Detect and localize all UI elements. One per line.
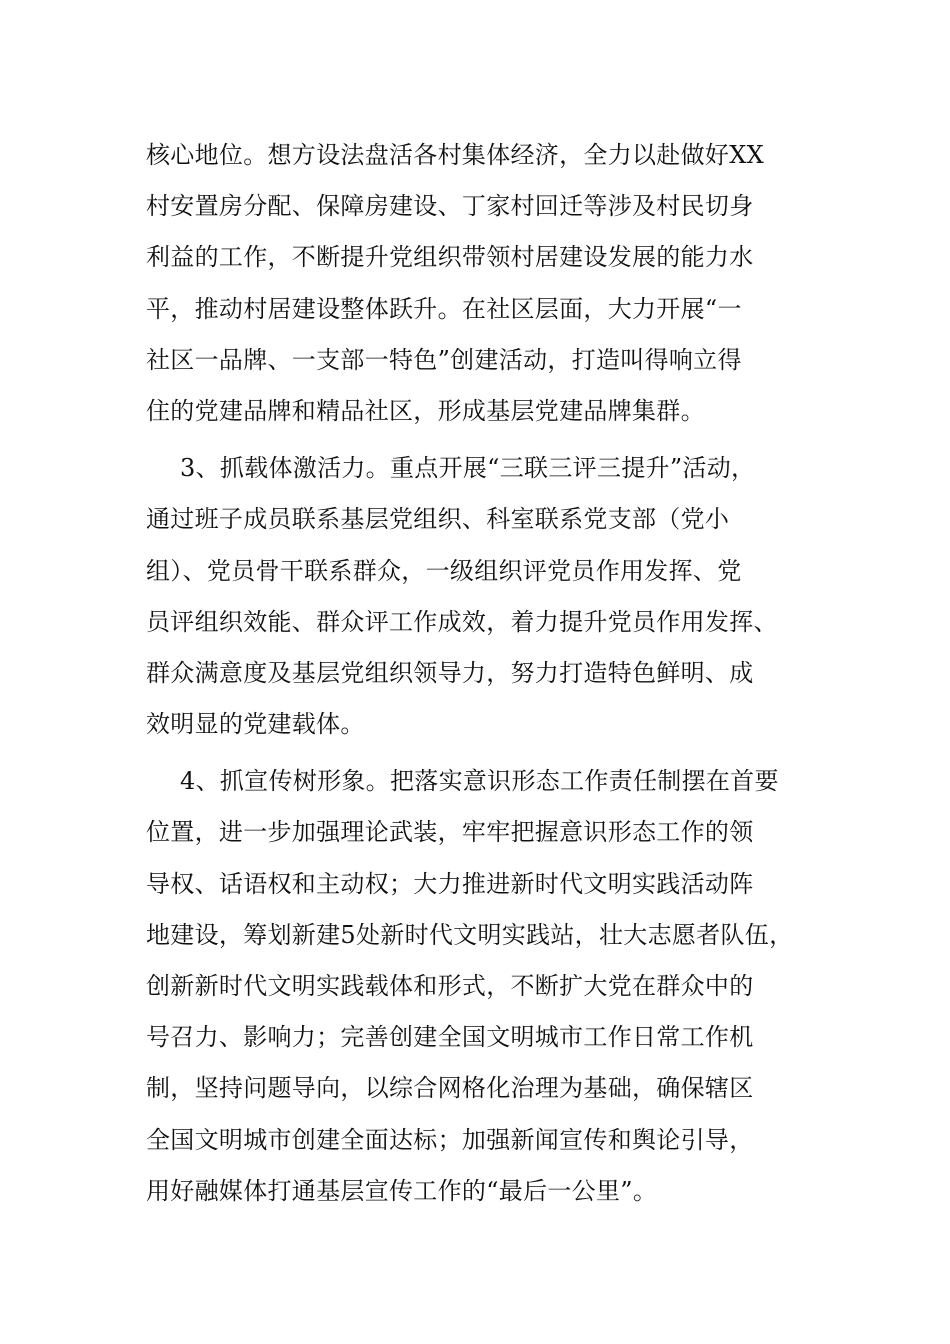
paragraph-item-4 — [146, 756, 826, 1217]
text-line: 全国文明城市创建全面达标；加强新闻宣传和舆论引导， — [146, 1125, 754, 1154]
text-line: 利益的工作，不断提升党组织带领村居建设发展的能力水 — [146, 243, 754, 272]
text-line: 核心地位。想方设法盘活各村集体经济，全力以赴做好XX — [146, 141, 764, 169]
text-line: 社区一品牌、一支部一特色”创建活动，打造叫得响立得 — [146, 345, 742, 374]
text-line: 创新新时代文明实践载体和形式，不断扩大党在群众中的 — [146, 972, 754, 1000]
text-line: 效明显的党建载体。 — [146, 710, 365, 739]
text-line: 平，推动村居建设整体跃升。在社区层面，大力开展“一 — [146, 294, 742, 323]
paragraph-item-3 — [146, 443, 826, 750]
text-line: 用好融媒体打通基层宣传工作的“最后一公里”。 — [146, 1176, 658, 1205]
text-line: 组）、党员骨干联系群众，一级组织评党员作用发挥、党 — [146, 556, 742, 585]
text-line: 住的党建品牌和精品社区，形成基层党建品牌集群。 — [146, 396, 705, 425]
text-line: 位置，进一步加强理论武装，牢牢把握意识形态工作的领 — [146, 818, 754, 847]
text-line: 员评组织效能、群众评工作成效，着力提升党员作用发挥、 — [146, 607, 778, 636]
text-line: 村安置房分配、保障房建设、丁家村回迁等涉及村民切身 — [146, 192, 754, 221]
text-line: 通过班子成员联系基层党组织、科室联系党支部（党小 — [146, 505, 730, 534]
text-line: 号召力、影响力；完善创建全国文明城市工作日常工作机 — [146, 1023, 754, 1052]
text-line: 地建设，筹划新建5处新时代文明实践站，壮大志愿者队伍， — [146, 920, 794, 949]
text-line: 导权、话语权和主动权；大力推进新时代文明实践活动阵 — [146, 869, 754, 898]
text-line: 群众满意度及基层党组织领导力，努力打造特色鲜明、成 — [146, 658, 754, 687]
paragraph-continuation — [146, 130, 826, 437]
text-line: 制，坚持问题导向，以综合网格化治理为基础，确保辖区 — [146, 1074, 754, 1103]
text-line: 3、抓载体激活力。重点开展“三联三评三提升”活动， — [180, 454, 756, 483]
text-line: 4、抓宣传树形象。把落实意识形态工作责任制摆在首要 — [180, 767, 779, 796]
document-body — [146, 130, 826, 1217]
